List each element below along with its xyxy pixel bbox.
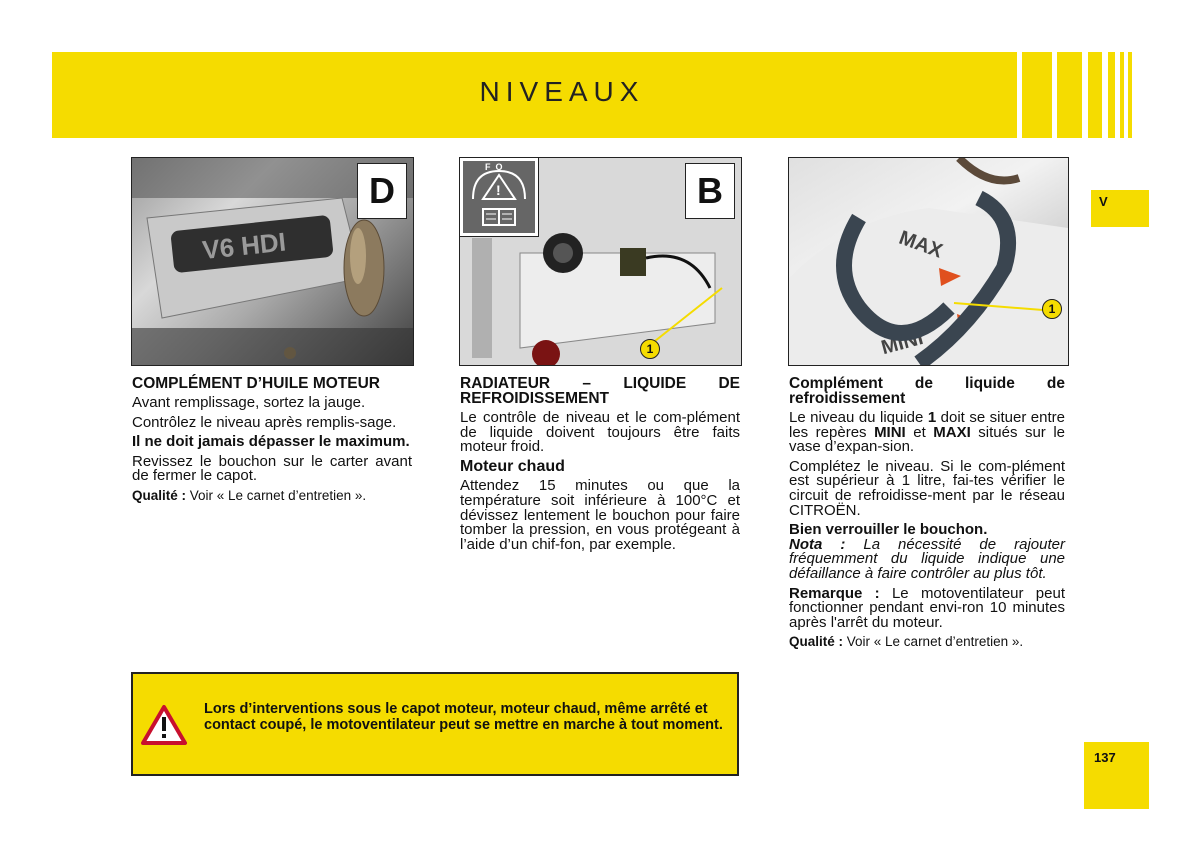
oil-photo <box>131 157 414 366</box>
coolant-note: Nota : La nécessité de rajouter fréquemment du liquide indique une défaillance à faire contrôler au plus tôt. <box>789 535 1065 582</box>
banner-stripe <box>1115 52 1120 138</box>
coolant-paragraph: Le niveau du liquide 1 doit se situer entre les repères MINI et MAXI situés sur le vase d’expan-sion. <box>789 409 1065 456</box>
header-banner <box>52 52 1132 138</box>
warning-text: Lors d’interventions sous le capot moteur, moteur chaud, même arrêté et contact coupé, le motoventilateur peut se mettre en marche à tout moment. <box>204 701 723 733</box>
oil-section-title: COMPLÉMENT D’HUILE MOTEUR <box>132 375 380 392</box>
coolant-paragraph: Complétez le niveau. Si le com-plément est supérieur à 1 litre, fai-tes vérifier le circuit de refroidisse-ment par le réseau CITROËN. <box>789 457 1065 519</box>
radiator-section-title: RADIATEUR – LIQUIDE DE REFROIDISSEMENT <box>460 375 740 407</box>
coolant-remark: Remarque : Le motoventilateur peut fonctionner pendant envi-ron 10 minutes après l'arrêt du moteur. <box>789 584 1065 631</box>
oil-section <box>132 376 412 509</box>
banner-stripe <box>1052 52 1057 138</box>
quality-text: Voir « Le carnet d’entretien ». <box>186 487 367 503</box>
quality-label: Qualité : <box>132 487 187 503</box>
radiator-photo <box>459 157 742 366</box>
coolant-section <box>789 376 1065 655</box>
warning-box <box>131 672 739 776</box>
warning-triangle-icon <box>141 704 187 746</box>
banner-stripe <box>1124 52 1128 138</box>
oil-quality-note <box>132 489 412 504</box>
page-number-tab <box>1084 742 1149 809</box>
radiator-subtitle: Moteur chaud <box>460 457 565 475</box>
oil-paragraph: Avant remplissage, sortez la jauge. <box>132 394 366 411</box>
coolant-photo <box>788 157 1069 366</box>
page-number: 137 <box>1094 750 1116 765</box>
banner-stripe <box>1017 52 1022 138</box>
engine-badge: V6 HDI <box>200 226 288 266</box>
section-tab-label: V <box>1099 194 1108 209</box>
banner-stripe <box>1102 52 1108 138</box>
section-tab <box>1091 190 1149 227</box>
reservoir-illustration <box>789 158 1068 365</box>
radiator-section <box>460 376 740 557</box>
oil-paragraph: Revissez le bouchon sur le carter avant de fermer le capot. <box>132 452 412 485</box>
page-title: NIVEAUX <box>479 76 645 107</box>
radiator-paragraph: Attendez 15 minutes ou que la température soit inférieure à 100°C et dévissez lentement le bouchon pour faire tomber la pression, en vous protégeant à l’aide d’un chif-fon, par exemple. <box>460 477 740 553</box>
coolant-emphasis: Bien verrouiller le bouchon. <box>789 521 988 539</box>
coolant-section-title: Complément de liquide de refroidissement <box>789 375 1065 407</box>
radiator-paragraph: Le contrôle de niveau et le com-plément de liquide doivent toujours être faits moteur froid. <box>460 409 740 456</box>
max-mark: MAX <box>896 226 946 263</box>
min-mark: MINI <box>879 327 926 360</box>
photo-letter-b: B <box>685 163 735 219</box>
warning-sign-letters: F O <box>485 162 503 172</box>
coolant-quality-note: Qualité : Voir « Le carnet d’entretien ». <box>789 634 1024 650</box>
oil-emphasis: Il ne doit jamais dépasser le maximum. <box>132 433 410 451</box>
oil-paragraph: Contrôlez le niveau après remplis-sage. <box>132 413 397 431</box>
svg-text:!: ! <box>496 182 501 198</box>
warning-sign-panel <box>460 158 539 237</box>
banner-stripe <box>1082 52 1088 138</box>
callout-marker: 1 <box>1042 299 1062 319</box>
callout-marker: 1 <box>640 339 660 359</box>
photo-letter-d: D <box>357 163 407 219</box>
